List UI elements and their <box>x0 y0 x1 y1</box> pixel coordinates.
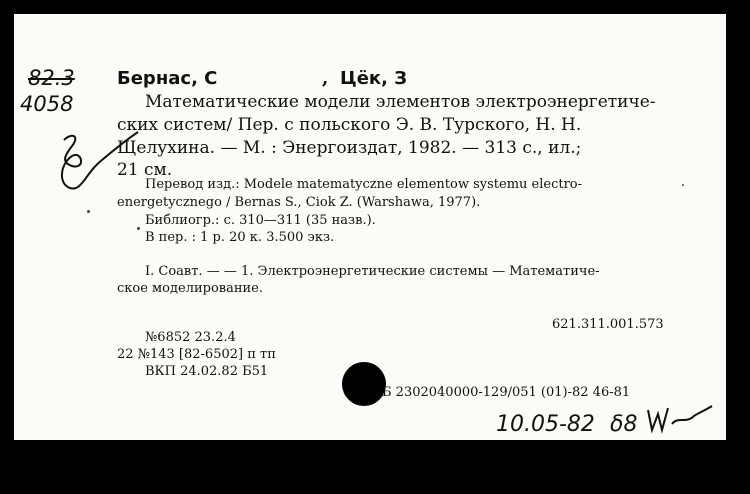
scan-speck <box>682 184 684 186</box>
punch-hole <box>342 362 386 406</box>
code-line-2: 22 №143 [82-6502] п тп <box>117 347 276 362</box>
handwritten-call-number-1: 82.3 <box>28 66 75 90</box>
title-line-1: Математические модели элементов электроэнергетиче- <box>145 92 656 112</box>
title-line-3: Щелухина. — М. : Энергоиздат, 1982. — 313 с., ил.; <box>117 138 582 158</box>
handwritten-call-number-2: 4058 <box>20 92 74 116</box>
catalog-number: Б 2302040000-129/051 (01)-82 46-81 <box>382 385 631 400</box>
scan-speck <box>137 227 140 230</box>
code-line-3: ВКП 24.02.82 Б51 <box>145 364 269 379</box>
title-line-2: ских систем/ Пер. с польского Э. В. Турского, Н. Н. <box>117 115 582 135</box>
note-translation-line-2: energetycznego / Bernas S., Ciok Z. (Warshawa, 1977). <box>117 195 481 210</box>
title-line-4: 21 см. <box>117 160 173 180</box>
subject-line-1: I. Соавт. — — 1. Электроэнергетические системы — Математиче- <box>145 264 600 279</box>
catalog-card <box>14 14 726 440</box>
note-price: В пер. : 1 р. 20 к. 3.500 экз. <box>145 230 335 245</box>
code-line-1: №6852 23.2.4 <box>145 330 236 345</box>
author-secondary: Цёк, З <box>340 68 408 89</box>
note-bibliography: Библиогр.: с. 310—311 (35 назв.). <box>145 213 376 228</box>
handwritten-date: 10.05-82 <box>496 412 595 437</box>
author-primary: Бернас, С <box>117 68 218 89</box>
handwritten-initials <box>644 402 714 436</box>
scan-speck <box>87 210 90 213</box>
note-translation-line-1: Перевод изд.: Modele matematyczne elementow systemu electro- <box>145 177 583 192</box>
udc-code: 621.311.001.573 <box>552 317 664 332</box>
subject-line-2: ское моделирование. <box>117 281 263 296</box>
handwritten-mark: δ8 <box>610 412 638 437</box>
author-separator: , <box>322 68 329 89</box>
